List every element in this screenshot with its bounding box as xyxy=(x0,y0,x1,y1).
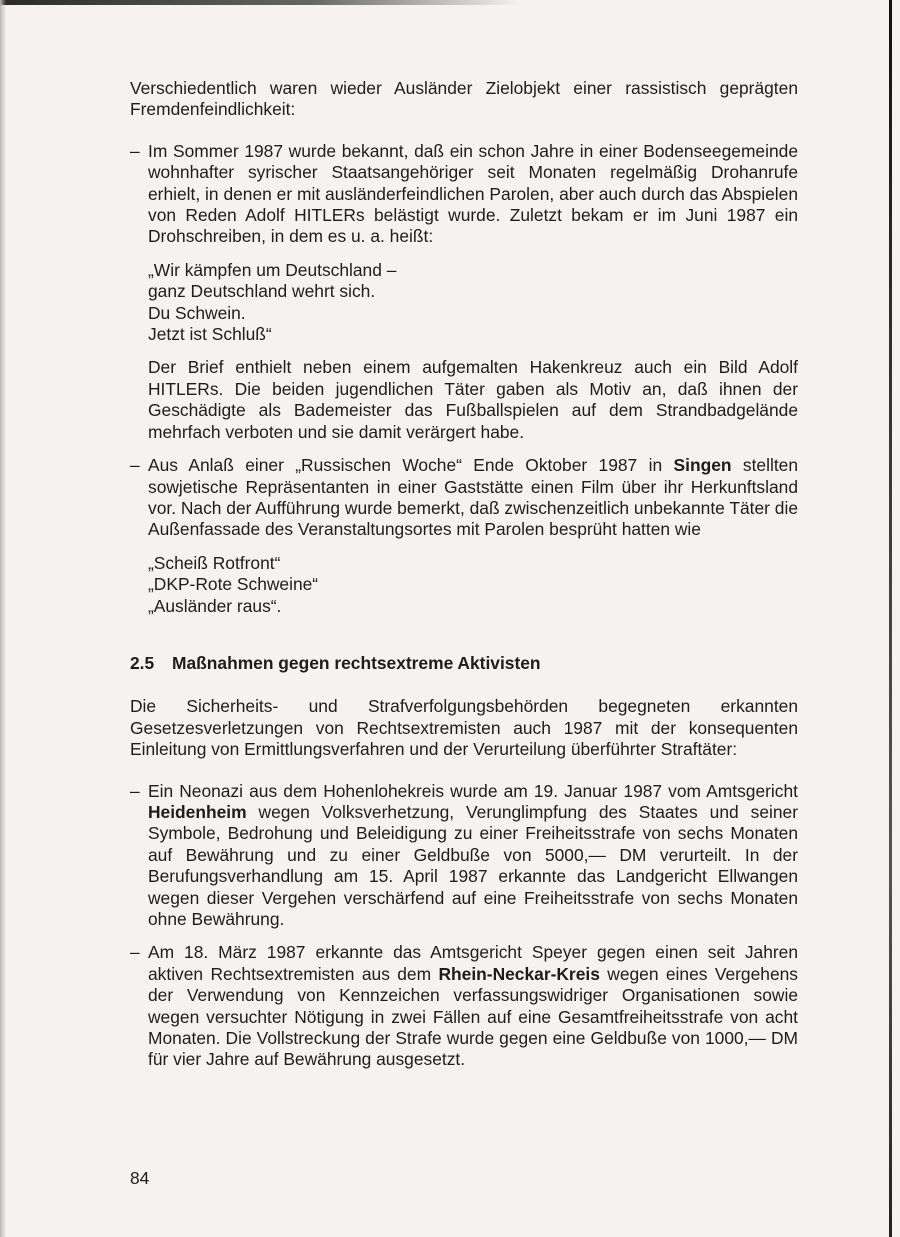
section-intro: Die Sicherheits- und Strafverfolgungsbehörden begegneten erkannten Gesetzesverletzungen von Rechtsextremisten auch 1987 mit der konsequenten Einleitung von Ermittlungsverfahren und der Verurteilung überführter Straftäter: xyxy=(130,696,798,760)
section-heading xyxy=(130,653,798,674)
item-text xyxy=(148,942,798,1070)
scan-edge-top xyxy=(0,0,520,5)
text-run: wegen eines Vergehens der Verwendung von Kennzeichen verfassungswidriger Organisationen sowie wegen versuchter Nötigung in zwei Fällen auf eine Gesamtfreiheitsstrafe von acht Monaten. Die Vollstreckung der Strafe wurde gegen eine Geldbuße von 1000,— DM für vier Jahre auf Bewährung ausgesetzt. xyxy=(148,963,798,1070)
scan-edge-left xyxy=(0,0,6,1237)
slogan-quote xyxy=(148,553,798,617)
section-title: Maßnahmen gegen rechtsextreme Aktivisten xyxy=(172,652,541,673)
incident-list xyxy=(130,141,798,617)
list-item-rhein-neckar xyxy=(130,942,798,1070)
place-name: Rhein-Neckar-Kreis xyxy=(438,963,600,984)
intro-paragraph: Verschiedentlich waren wieder Ausländer Zielobjekt einer rassistisch geprägten Fremdenfeindlichkeit: xyxy=(130,78,798,120)
item-text: Im Sommer 1987 wurde bekannt, daß ein schon Jahre in einer Bodenseegemeinde wohnhafter syrischer Staatsangehöriger seit Monaten regelmäßig Drohanrufe erhielt, in denen er mit ausländerfeindlichen Parolen, aber auch durch das Abspielen von Reden Adolf HITLERs belästigt wurde. Zuletzt bekam er im Juni 1987 ein Drohschreiben, in dem es u. a. heißt: xyxy=(148,140,798,247)
quote-line: Jetzt ist Schluß“ xyxy=(148,324,272,345)
list-dash: – xyxy=(130,780,140,801)
page-body xyxy=(130,78,798,1071)
quote-line: „Wir kämpfen um Deutschland – xyxy=(148,259,397,280)
place-name: Heidenheim xyxy=(148,801,247,822)
item-text xyxy=(148,455,798,541)
text-run: Am 18. März 1987 erkannte das Amtsgericht Speyer gegen einen seit Jahren aktiven Rechtsextremisten aus dem xyxy=(148,942,798,984)
page-number: 84 xyxy=(130,1168,150,1188)
text-run: wegen Volksverhetzung, Verunglimpfung des Staates und seiner Symbole, Bedrohung und Beleidigung zu einer Freiheitsstrafe von sechs Monaten auf Bewährung und zu einer Geldbuße von 5000,— DM verurteilt. In der Berufungsverhandlung am 15. April 1987 erkannte das Landgericht Ellwangen wegen dieser Vergehen verschärfend auf eine Freiheitsstrafe von sechs Monaten ohne Bewährung. xyxy=(148,801,798,929)
list-dash: – xyxy=(130,140,140,161)
quote-line: Du Schwein. xyxy=(148,302,246,323)
threat-letter-quote xyxy=(148,260,798,346)
measures-list xyxy=(130,781,798,1071)
list-item-heidenheim xyxy=(130,781,798,931)
quote-line: „Ausländer raus“. xyxy=(148,595,282,616)
quote-line: „DKP-Rote Schweine“ xyxy=(148,574,319,595)
list-item-bodensee xyxy=(130,141,798,443)
list-dash: – xyxy=(130,455,140,476)
item-text xyxy=(148,781,798,931)
place-name: Singen xyxy=(673,455,732,476)
quote-line: „Scheiß Rotfront“ xyxy=(148,552,281,573)
list-dash: – xyxy=(130,942,140,963)
list-item-singen xyxy=(130,455,798,617)
text-run: Aus Anlaß einer „Russischen Woche“ Ende Oktober 1987 in xyxy=(148,455,674,476)
scan-edge-right xyxy=(889,0,892,1237)
section-number: 2.5 xyxy=(130,652,155,673)
item-followup: Der Brief enthielt neben einem aufgemalten Hakenkreuz auch ein Bild Adolf HITLERs. Die beiden jugendlichen Täter gaben als Motiv an, daß ihnen der Geschädigte als Bademeister das Fußballspielen auf dem Strandbadgelände mehrfach verboten und sie damit verärgert habe. xyxy=(148,357,798,442)
quote-line: ganz Deutschland wehrt sich. xyxy=(148,281,376,302)
text-run: stellten sowjetische Repräsentanten in einer Gaststätte einen Film über ihr Herkunftsland vor. Nach der Aufführung wurde bemerkt, daß zwischenzeitlich unbekannte Täter die Außenfassade des Veranstaltungsortes mit Parolen besprüht hatten wie xyxy=(148,455,798,540)
text-run: Ein Neonazi aus dem Hohenlohekreis wurde am 19. Januar 1987 vom Amtsgericht xyxy=(148,780,798,801)
